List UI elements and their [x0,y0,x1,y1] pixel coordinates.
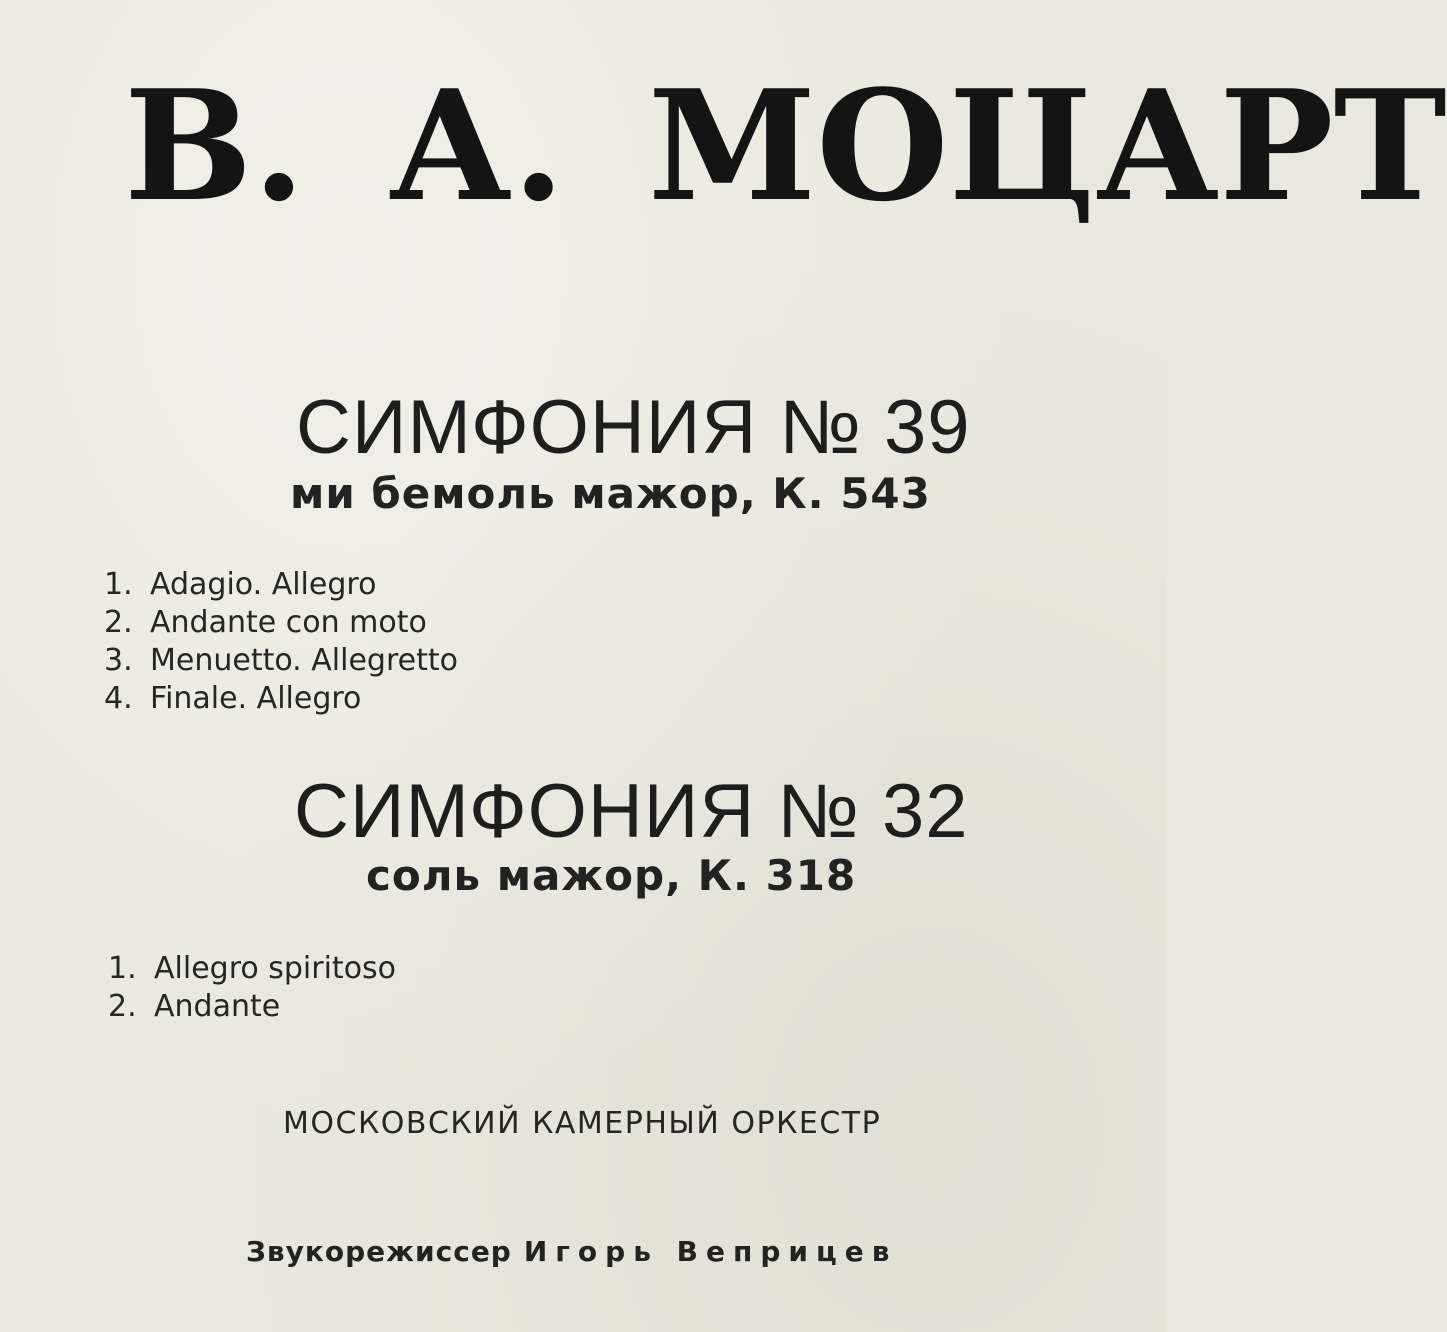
movement-name: Andante [154,989,281,1024]
symphony-32-key: соль мажор, К. 318 [366,851,857,900]
symphony-32-title: СИМФОНИЯ № 32 [294,769,969,854]
movement-item [104,604,458,642]
movement-item [104,680,458,718]
movement-name: Allegro spiritoso [154,951,397,986]
movement-number: 2. [104,605,133,640]
movement-item [108,988,396,1026]
symphony-39-key: ми бемоль мажор, К. 543 [290,469,931,518]
movement-number: 2. [108,989,137,1024]
composer-name: В. А. МОЦАРТ [124,56,1447,235]
movement-name: Andante con moto [150,605,427,640]
movement-name: Adagio. Allegro [150,567,377,602]
movement-item [108,950,396,988]
movement-number: 1. [108,951,137,986]
credit-role: Звукорежиссер [246,1235,512,1268]
movement-name: Menuetto. Allegretto [150,643,458,678]
orchestra-name: МОСКОВСКИЙ КАМЕРНЫЙ ОРКЕСТР [283,1106,882,1141]
movement-number: 4. [104,681,133,716]
symphony-32-movements [108,950,396,1026]
sound-engineer-credit [246,1232,897,1272]
symphony-39-title: СИМФОНИЯ № 39 [296,385,971,470]
movement-item [104,566,458,604]
credit-person: Игорь Веприцев [523,1235,898,1268]
movement-item [104,642,458,680]
symphony-39-movements [104,566,458,718]
movement-number: 1. [104,567,133,602]
movement-number: 3. [104,643,133,678]
movement-name: Finale. Allegro [150,681,362,716]
